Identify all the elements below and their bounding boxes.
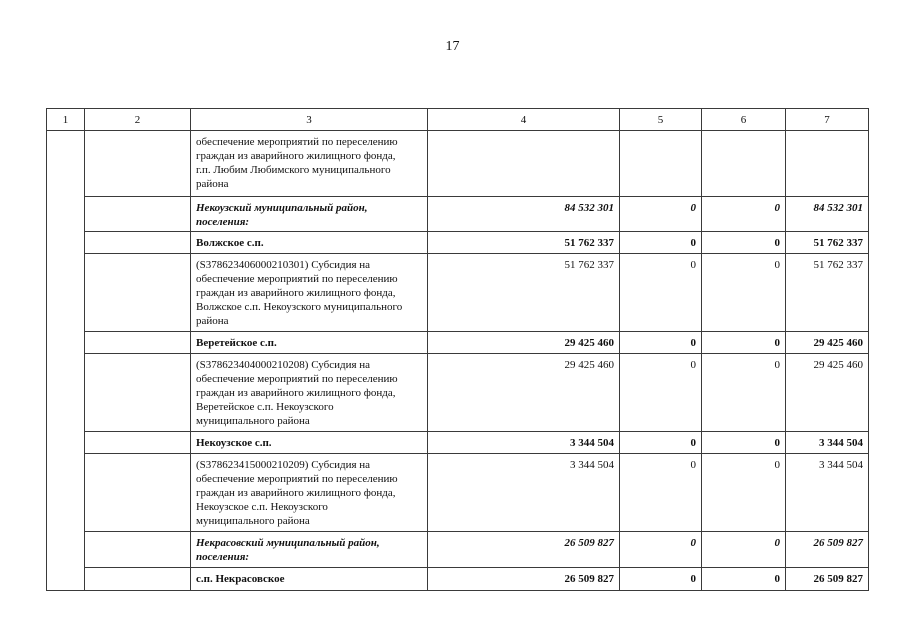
column-header-4: 4 xyxy=(428,109,620,131)
measure-name-cell: (S378623406000210301) Субсидия на обеспечение мероприятий по переселению граждан из аварийного жилищного фонда, Волжское с.п. Некоузского муниципального района xyxy=(191,254,428,332)
settlement-name-cell: с.п. Некрасовское xyxy=(191,568,428,591)
column-6-value: 0 xyxy=(702,568,786,591)
column-header-3: 3 xyxy=(191,109,428,131)
measure-name-cell: обеспечение мероприятий по переселению граждан из аварийного жилищного фонда, г.п. Любим Любимского муниципального района xyxy=(191,131,428,197)
table-row-settlement-total xyxy=(47,232,869,254)
column-6-value: 0 xyxy=(702,432,786,454)
table-row-district-total xyxy=(47,532,869,568)
column-7-value: 84 532 301 xyxy=(786,197,869,232)
column-6-value: 0 xyxy=(702,454,786,532)
column-7-value: 26 509 827 xyxy=(786,532,869,568)
district-name-cell: Некрасовский муниципальный район, поселения: xyxy=(191,532,428,568)
measure-name-cell: (S378623404000210208) Субсидия на обеспечение мероприятий по переселению граждан из аварийного жилищного фонда, Веретейское с.п. Некоузского муниципального района xyxy=(191,354,428,432)
column-5-value: 0 xyxy=(620,354,702,432)
column-2-cell xyxy=(85,197,191,232)
column-2-cell xyxy=(85,232,191,254)
column-2-cell xyxy=(85,354,191,432)
column-5-value: 0 xyxy=(620,232,702,254)
column-7-value: 3 344 504 xyxy=(786,454,869,532)
column-4-value: 29 425 460 xyxy=(428,332,620,354)
column-6-value xyxy=(702,131,786,197)
table-row-settlement-total xyxy=(47,432,869,454)
column-4-value xyxy=(428,131,620,197)
column-6-value: 0 xyxy=(702,354,786,432)
column-7-value: 29 425 460 xyxy=(786,332,869,354)
column-5-value: 0 xyxy=(620,197,702,232)
column-header-2: 2 xyxy=(85,109,191,131)
column-5-value xyxy=(620,131,702,197)
column-4-value: 26 509 827 xyxy=(428,568,620,591)
column-7-value: 51 762 337 xyxy=(786,232,869,254)
column-6-value: 0 xyxy=(702,254,786,332)
column-2-cell xyxy=(85,568,191,591)
header-row xyxy=(47,109,869,131)
settlement-name-cell: Некоузское с.п. xyxy=(191,432,428,454)
column-5-value: 0 xyxy=(620,254,702,332)
column-6-value: 0 xyxy=(702,232,786,254)
column-4-value: 26 509 827 xyxy=(428,532,620,568)
column-5-value: 0 xyxy=(620,454,702,532)
column-4-value: 51 762 337 xyxy=(428,232,620,254)
column-header-1: 1 xyxy=(47,109,85,131)
column-6-value: 0 xyxy=(702,532,786,568)
column-5-value: 0 xyxy=(620,332,702,354)
column-2-cell xyxy=(85,432,191,454)
column-4-value: 3 344 504 xyxy=(428,454,620,532)
column-header-5: 5 xyxy=(620,109,702,131)
column-2-cell xyxy=(85,254,191,332)
page-number: 17 xyxy=(445,39,460,54)
column-4-value: 51 762 337 xyxy=(428,254,620,332)
column-5-value: 0 xyxy=(620,532,702,568)
column-7-value: 3 344 504 xyxy=(786,432,869,454)
table-row-settlement-total xyxy=(47,568,869,591)
table-row-district-total xyxy=(47,197,869,232)
column-4-value: 29 425 460 xyxy=(428,354,620,432)
column-6-value: 0 xyxy=(702,332,786,354)
table-row xyxy=(47,454,869,532)
measure-name-cell: (S378623415000210209) Субсидия на обеспечение мероприятий по переселению граждан из аварийного жилищного фонда, Некоузское с.п. Некоузского муниципального района xyxy=(191,454,428,532)
settlement-name-cell: Веретейское с.п. xyxy=(191,332,428,354)
table-row xyxy=(47,131,869,197)
column-header-6: 6 xyxy=(702,109,786,131)
column-5-value: 0 xyxy=(620,432,702,454)
column-header-7: 7 xyxy=(786,109,869,131)
column-7-value xyxy=(786,131,869,197)
column-2-cell xyxy=(85,332,191,354)
column-7-value: 29 425 460 xyxy=(786,354,869,432)
budget-table xyxy=(46,108,869,591)
column-1-cell xyxy=(47,131,85,591)
column-7-value: 26 509 827 xyxy=(786,568,869,591)
column-4-value: 84 532 301 xyxy=(428,197,620,232)
column-4-value: 3 344 504 xyxy=(428,432,620,454)
column-2-cell xyxy=(85,532,191,568)
column-7-value: 51 762 337 xyxy=(786,254,869,332)
district-name-cell: Некоузский муниципальный район, поселения: xyxy=(191,197,428,232)
table-row-settlement-total xyxy=(47,332,869,354)
settlement-name-cell: Волжское с.п. xyxy=(191,232,428,254)
column-5-value: 0 xyxy=(620,568,702,591)
column-2-cell xyxy=(85,454,191,532)
column-6-value: 0 xyxy=(702,197,786,232)
column-2-cell xyxy=(85,131,191,197)
table-row xyxy=(47,354,869,432)
table-row xyxy=(47,254,869,332)
